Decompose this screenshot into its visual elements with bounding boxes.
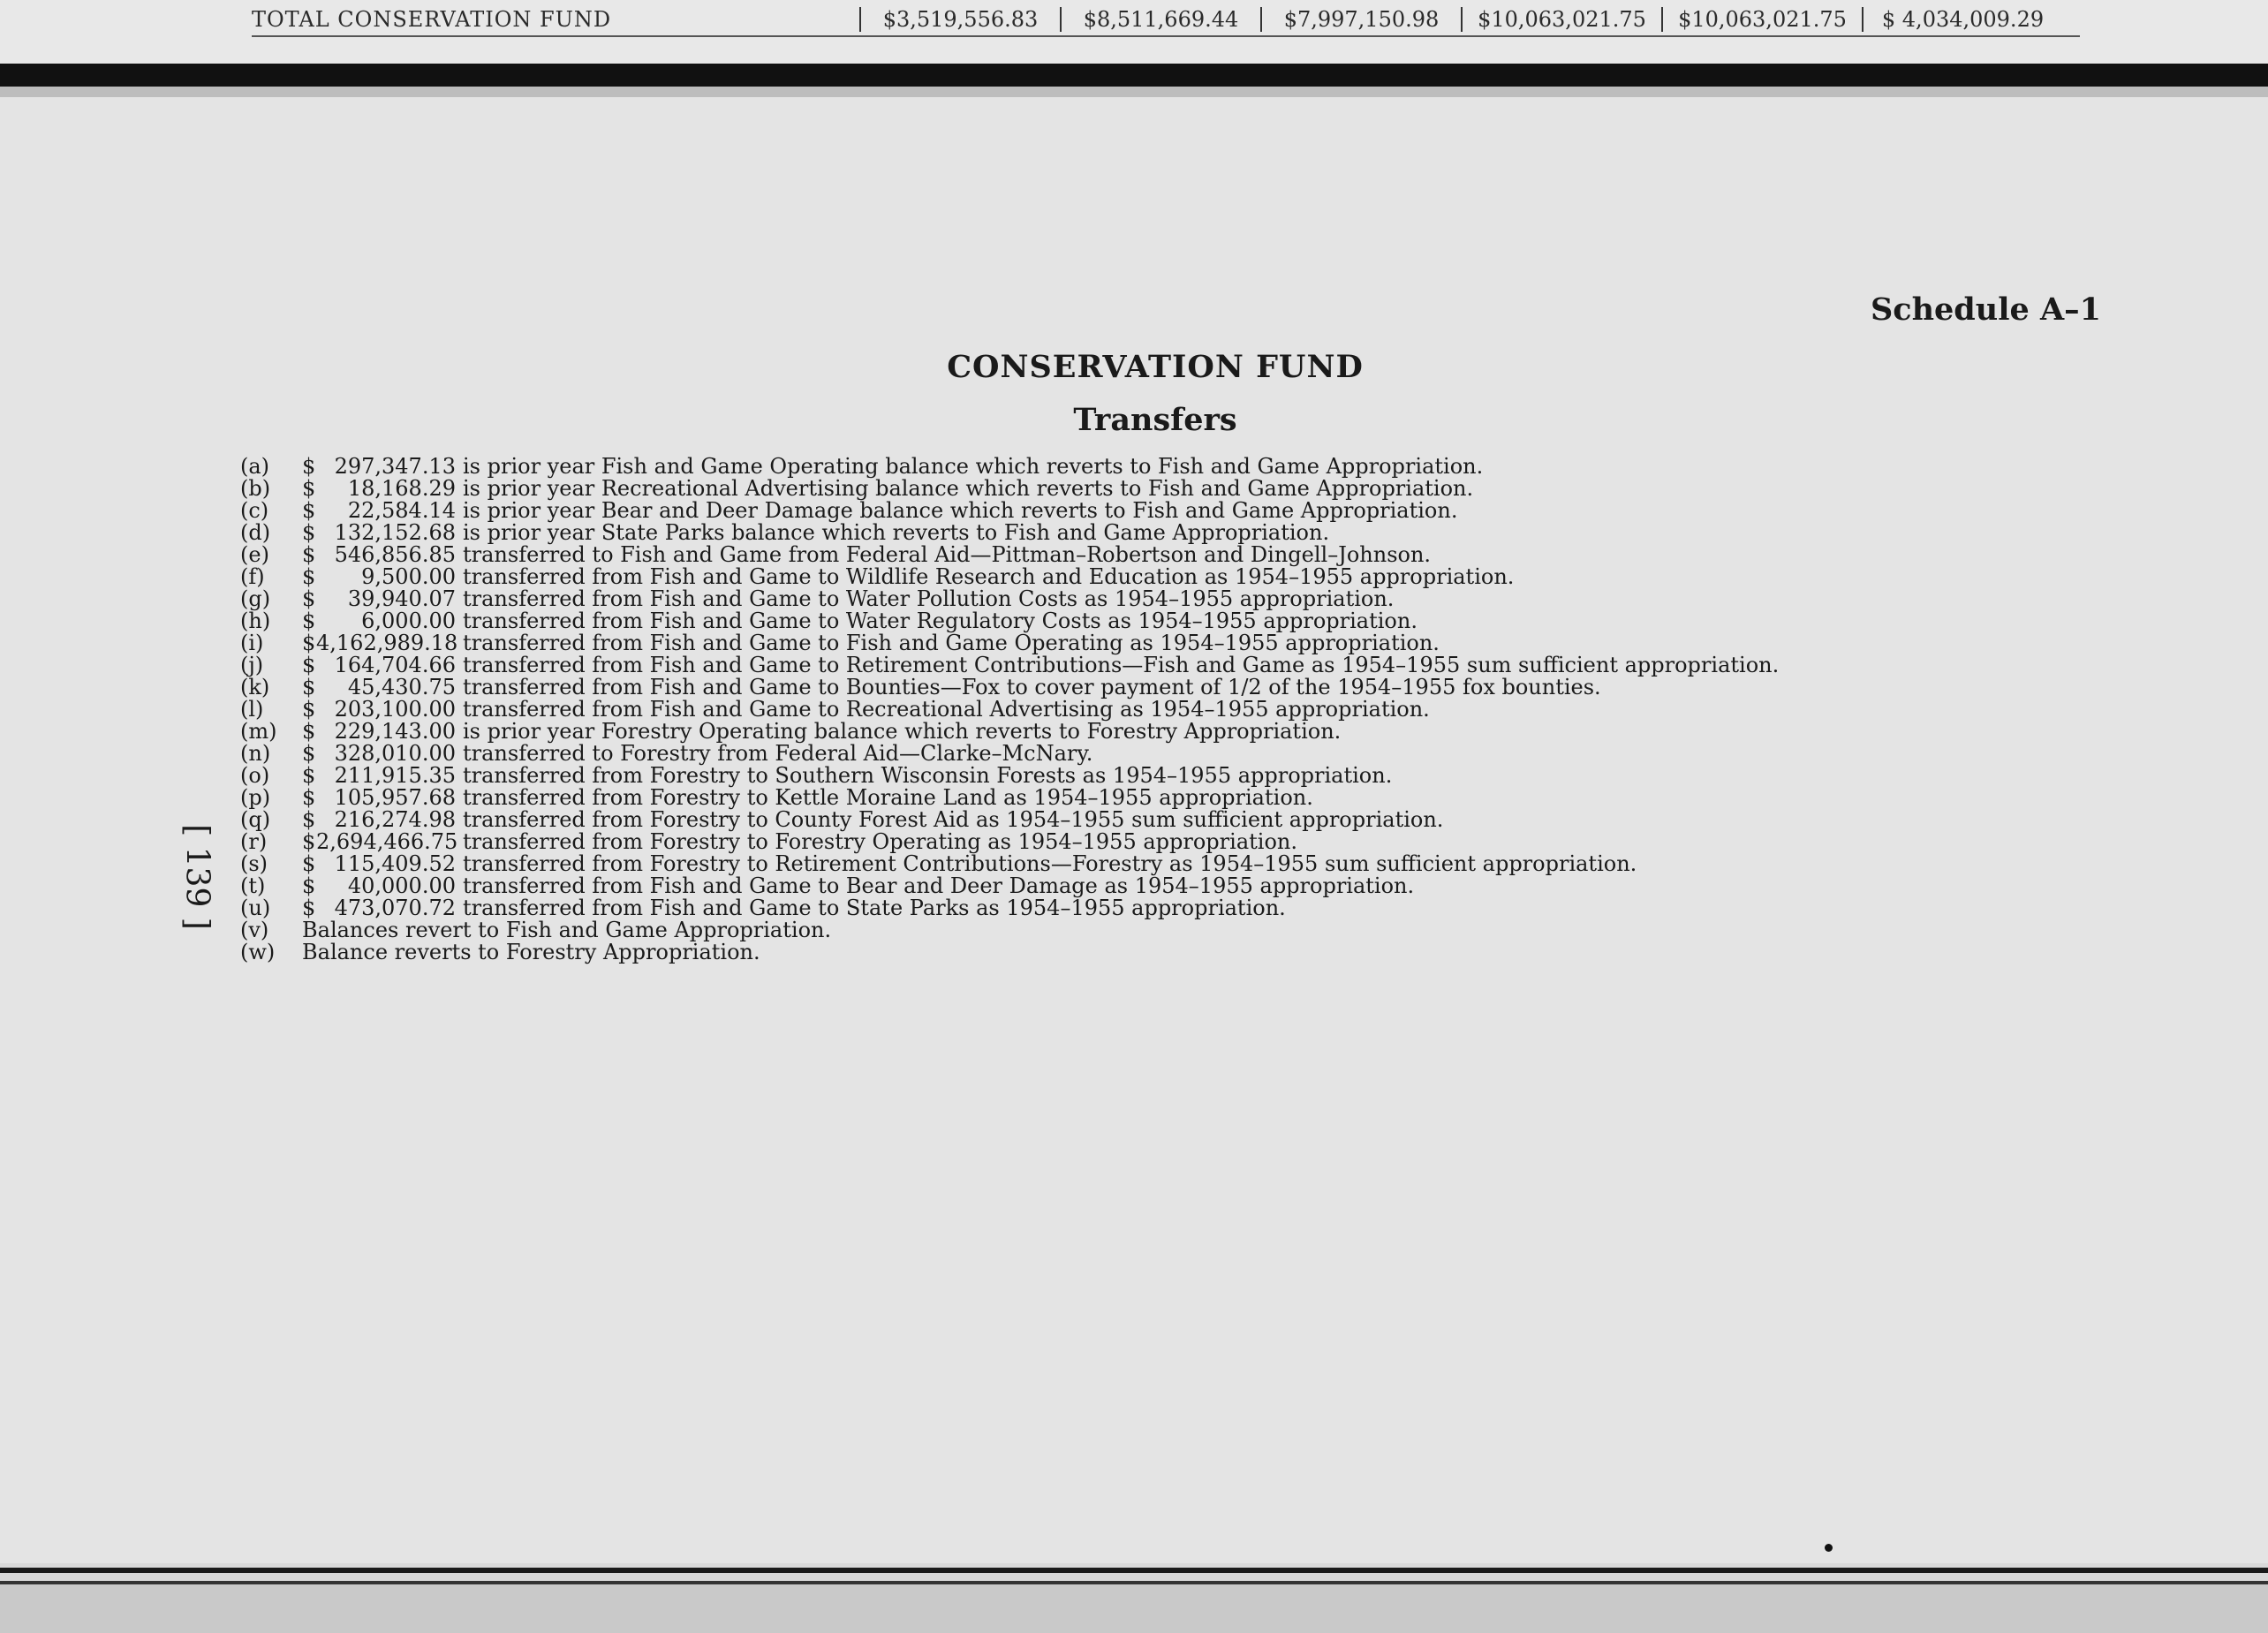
page-separator-bar <box>0 64 2268 87</box>
transfer-description: transferred from Forestry to Kettle Moraine Land as 1954–1955 appropriation. <box>463 785 1313 810</box>
transfer-letter: (q) <box>240 807 271 832</box>
transfer-amount: 22,584.14 <box>347 498 456 523</box>
page-number <box>175 811 219 943</box>
transfer-letter: (j) <box>240 653 264 677</box>
transfer-letter: (v) <box>240 918 269 942</box>
previous-page-total-value: $3,519,556.83 <box>859 7 1060 32</box>
transfer-item <box>240 897 1779 919</box>
transfer-letter: (e) <box>240 542 269 567</box>
transfer-dollar-sign: $ <box>302 785 316 810</box>
transfer-item <box>240 500 1779 522</box>
transfer-item <box>240 809 1779 831</box>
transfer-letter: (m) <box>240 719 277 744</box>
transfer-item <box>240 919 1779 941</box>
transfer-list <box>240 456 1779 964</box>
transfer-amount: 6,000.00 <box>361 609 456 633</box>
transfer-dollar-sign: $ <box>302 807 316 832</box>
transfer-dollar-sign: $ <box>302 741 316 766</box>
transfer-amount: 211,915.35 <box>334 763 456 788</box>
transfer-letter: (p) <box>240 785 271 810</box>
page-number-text: [ 139 ] <box>178 824 215 930</box>
transfer-dollar-sign: $ <box>302 829 316 854</box>
transfer-amount: 18,168.29 <box>347 476 456 501</box>
transfer-dollar-sign: $ <box>302 564 316 589</box>
transfer-item <box>240 941 1779 964</box>
previous-page-total-value: $8,511,669.44 <box>1060 7 1260 32</box>
transfer-dollar-sign: $ <box>302 719 316 744</box>
transfer-amount: 4,162,989.18 <box>316 631 458 655</box>
transfer-letter: (c) <box>240 498 269 523</box>
transfer-letter: (g) <box>240 586 271 611</box>
transfer-description: Balance reverts to Forestry Appropriation. <box>302 940 760 964</box>
transfer-amount: 297,347.13 <box>334 454 456 479</box>
transfer-dollar-sign: $ <box>302 476 316 501</box>
transfer-dollar-sign: $ <box>302 609 316 633</box>
transfer-description: transferred from Fish and Game to State Parks as 1954–1955 appropriation. <box>463 896 1286 920</box>
transfer-item <box>240 787 1779 809</box>
transfer-letter: (l) <box>240 697 264 722</box>
transfer-item <box>240 610 1779 632</box>
transfer-amount: 164,704.66 <box>334 653 456 677</box>
transfer-amount: 328,010.00 <box>334 741 456 766</box>
transfer-description: transferred from Fish and Game to Wildlife Research and Education as 1954–1955 appropriation. <box>463 564 1515 589</box>
transfer-item <box>240 853 1779 875</box>
document-title: CONSERVATION FUND <box>947 349 1364 385</box>
transfer-dollar-sign: $ <box>302 873 316 898</box>
transfer-description: is prior year Fish and Game Operating balance which reverts to Fish and Game Appropriation. <box>463 454 1484 479</box>
previous-page-total-row <box>252 0 2062 32</box>
transfer-item <box>240 544 1779 566</box>
transfer-item <box>240 478 1779 500</box>
transfer-description: transferred from Forestry to Southern Wisconsin Forests as 1954–1955 appropriation. <box>463 763 1393 788</box>
transfer-amount: 132,152.68 <box>334 520 456 545</box>
transfer-letter: (d) <box>240 520 271 545</box>
transfer-description: transferred to Fish and Game from Federal Aid—Pittman–Robertson and Dingell–Johnson. <box>463 542 1432 567</box>
transfer-letter: (r) <box>240 829 268 854</box>
transfer-letter: (k) <box>240 675 270 699</box>
transfer-amount: 39,940.07 <box>347 586 456 611</box>
bottom-rule <box>0 1568 2268 1573</box>
transfer-item <box>240 743 1779 765</box>
transfer-letter: (t) <box>240 873 266 898</box>
previous-page-rule <box>252 35 2080 37</box>
transfer-amount: 105,957.68 <box>334 785 456 810</box>
transfer-letter: (u) <box>240 896 271 920</box>
schedule-label: Schedule A–1 <box>1871 291 2101 328</box>
transfer-item <box>240 765 1779 787</box>
transfer-letter: (i) <box>240 631 264 655</box>
transfer-dollar-sign: $ <box>302 498 316 523</box>
transfer-dollar-sign: $ <box>302 851 316 876</box>
transfer-item <box>240 588 1779 610</box>
transfer-amount: 9,500.00 <box>361 564 456 589</box>
transfer-description: transferred from Fish and Game to Recreational Advertising as 1954–1955 appropriation. <box>463 697 1430 722</box>
transfer-amount: 2,694,466.75 <box>316 829 458 854</box>
transfer-dollar-sign: $ <box>302 542 316 567</box>
transfer-item <box>240 677 1779 699</box>
transfer-amount: 229,143.00 <box>334 719 456 744</box>
transfer-dollar-sign: $ <box>302 763 316 788</box>
transfer-letter: (n) <box>240 741 271 766</box>
transfer-amount: 40,000.00 <box>347 873 456 898</box>
transfer-description: transferred from Fish and Game to Bounties—Fox to cover payment of 1/2 of the 1954–1955 fox bounties. <box>463 675 1601 699</box>
transfer-description: transferred from Forestry to Forestry Operating as 1954–1955 appropriation. <box>463 829 1297 854</box>
transfer-amount: 45,430.75 <box>347 675 456 699</box>
previous-page-total-value: $10,063,021.75 <box>1661 7 1862 32</box>
previous-page-total-value: $10,063,021.75 <box>1461 7 1661 32</box>
transfer-item <box>240 721 1779 743</box>
previous-page-fragment <box>0 0 2268 64</box>
transfer-description: Balances revert to Fish and Game Appropriation. <box>302 918 832 942</box>
transfer-dollar-sign: $ <box>302 520 316 545</box>
transfer-dollar-sign: $ <box>302 454 316 479</box>
transfer-letter: (w) <box>240 940 276 964</box>
transfer-letter: (f) <box>240 564 265 589</box>
transfer-description: is prior year Bear and Deer Damage balance which reverts to Fish and Game Appropriation. <box>463 498 1458 523</box>
transfer-description: transferred from Fish and Game to Bear and Deer Damage as 1954–1955 appropriation. <box>463 873 1415 898</box>
transfer-description: transferred from Forestry to Retirement Contributions—Forestry as 1954–1955 sum sufficient appropriation. <box>463 851 1637 876</box>
transfer-dollar-sign: $ <box>302 675 316 699</box>
transfer-dollar-sign: $ <box>302 697 316 722</box>
transfer-dollar-sign: $ <box>302 586 316 611</box>
transfer-item <box>240 566 1779 588</box>
transfer-dollar-sign: $ <box>302 653 316 677</box>
transfer-item <box>240 831 1779 853</box>
transfer-description: transferred from Fish and Game to Fish and Game Operating as 1954–1955 appropriation. <box>463 631 1440 655</box>
document-page <box>0 97 2268 1563</box>
transfer-amount: 473,070.72 <box>334 896 456 920</box>
previous-page-total-value: $7,997,150.98 <box>1260 7 1461 32</box>
transfer-item <box>240 522 1779 544</box>
transfer-amount: 203,100.00 <box>334 697 456 722</box>
transfer-letter: (b) <box>240 476 271 501</box>
transfer-dollar-sign: $ <box>302 631 316 655</box>
bottom-page-edge <box>0 1584 2268 1633</box>
transfer-item <box>240 632 1779 654</box>
transfer-letter: (h) <box>240 609 271 633</box>
transfer-description: is prior year Recreational Advertising balance which reverts to Fish and Game Appropriation. <box>463 476 1474 501</box>
transfer-item <box>240 699 1779 721</box>
transfer-letter: (s) <box>240 851 268 876</box>
transfer-description: transferred from Fish and Game to Water Regulatory Costs as 1954–1955 appropriation. <box>463 609 1418 633</box>
previous-page-total-label: TOTAL CONSERVATION FUND <box>252 7 612 32</box>
transfer-description: transferred from Fish and Game to Retirement Contributions—Fish and Game as 1954–1955 sum sufficient appropriation. <box>463 653 1780 677</box>
transfer-description: is prior year Forestry Operating balance which reverts to Forestry Appropriation. <box>463 719 1342 744</box>
page-separator-shadow <box>0 87 2268 97</box>
transfer-letter: (o) <box>240 763 270 788</box>
transfer-amount: 546,856.85 <box>334 542 456 567</box>
transfer-item <box>240 456 1779 478</box>
transfer-item <box>240 654 1779 677</box>
transfer-letter: (a) <box>240 454 270 479</box>
transfer-item <box>240 875 1779 897</box>
document-subtitle: Transfers <box>1073 402 1237 438</box>
transfer-amount: 216,274.98 <box>334 807 456 832</box>
transfer-dollar-sign: $ <box>302 896 316 920</box>
transfer-description: is prior year State Parks balance which reverts to Fish and Game Appropriation. <box>463 520 1330 545</box>
transfer-description: transferred from Forestry to County Forest Aid as 1954–1955 sum sufficient appropriation. <box>463 807 1444 832</box>
transfer-description: transferred from Fish and Game to Water Pollution Costs as 1954–1955 appropriation. <box>463 586 1395 611</box>
scan-speck <box>1825 1544 1833 1552</box>
transfer-amount: 115,409.52 <box>334 851 456 876</box>
previous-page-total-value: $ 4,034,009.29 <box>1862 7 2062 32</box>
transfer-description: transferred to Forestry from Federal Aid—Clarke–McNary. <box>463 741 1093 766</box>
